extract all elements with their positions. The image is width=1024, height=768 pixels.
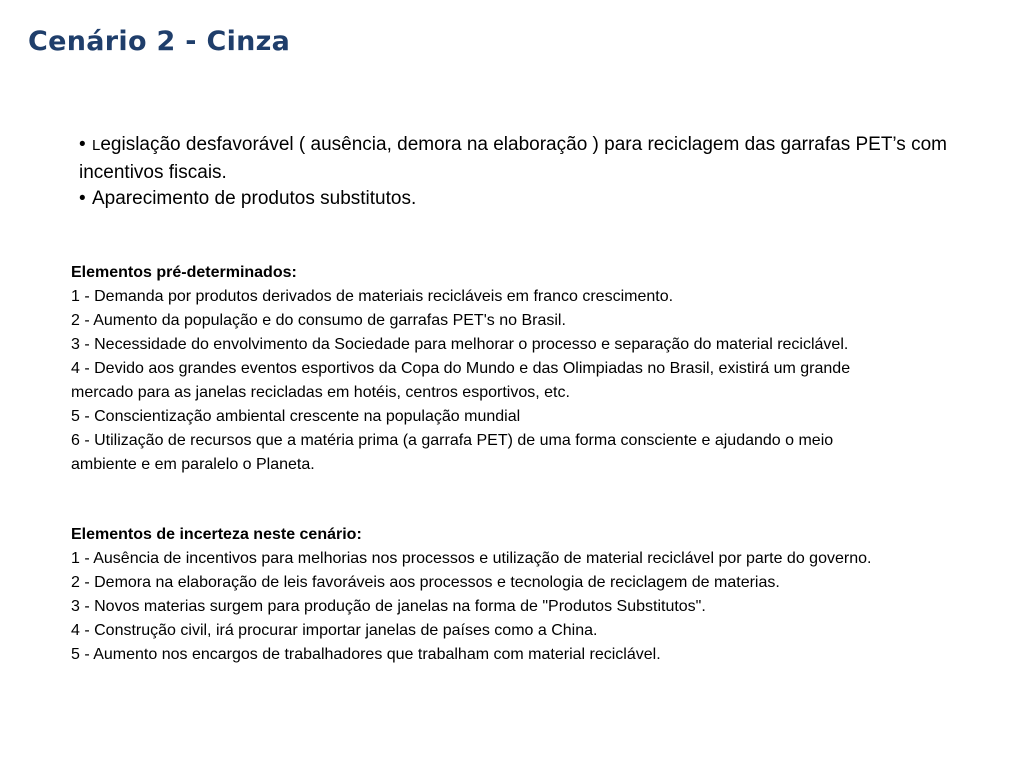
uncertainty-section — [71, 523, 891, 667]
list-item: 5 - Aumento nos encargos de trabalhadores que trabalham com material reciclável. — [71, 646, 661, 663]
bullet-list — [79, 132, 959, 213]
bullet-item — [79, 186, 959, 213]
list-item: 1 - Demanda por produtos derivados de materiais recicláveis em franco crescimento. — [71, 288, 674, 305]
bullet-first-letter: L — [92, 137, 101, 154]
list-item: 2 - Demora na elaboração de leis favoráveis aos processos e tecnologia de reciclagem de materias. — [71, 574, 780, 591]
predetermined-list — [71, 285, 891, 477]
uncertainty-list — [71, 547, 891, 667]
list-item: 4 - Devido aos grandes eventos esportivos da Copa do Mundo e das Olimpiadas no Brasil, existirá um grande mercado para as janelas recicladas em hotéis, centros esportivos, etc. — [71, 360, 851, 401]
bullet-text: egislação desfavorável ( ausência, demora na elaboração ) para reciclagem das garrafas PET’s com incentivos fiscais. — [79, 134, 947, 183]
bullet-marker: • — [79, 188, 86, 209]
list-item: 4 - Construção civil, irá procurar importar janelas de países como a China. — [71, 622, 598, 639]
list-item: 1 - Ausência de incentivos para melhorias nos processos e utilização de material reciclável por parte do governo. — [71, 550, 872, 567]
bullet-marker: • — [79, 134, 86, 155]
list-item: 5 - Conscientização ambiental crescente na população mundial — [71, 408, 521, 425]
slide-title: Cenário 2 - Cinza — [28, 26, 291, 57]
bullet-text: Aparecimento de produtos substitutos. — [92, 188, 417, 209]
list-item: 2 - Aumento da população e do consumo de garrafas PET's no Brasil. — [71, 312, 566, 329]
predetermined-heading: Elementos pré-determinados: — [71, 264, 297, 281]
list-item: 3 - Novos materias surgem para produção de janelas na forma de "Produtos Substitutos". — [71, 598, 706, 615]
bullet-item — [79, 132, 959, 186]
predetermined-section — [71, 261, 891, 477]
uncertainty-heading: Elementos de incerteza neste cenário: — [71, 526, 362, 543]
list-item: 6 - Utilização de recursos que a matéria prima (a garrafa PET) de uma forma consciente e ajudando o meio ambiente e em paralelo o Planeta. — [71, 432, 834, 473]
list-item: 3 - Necessidade do envolvimento da Sociedade para melhorar o processo e separação do material reciclável. — [71, 336, 849, 353]
